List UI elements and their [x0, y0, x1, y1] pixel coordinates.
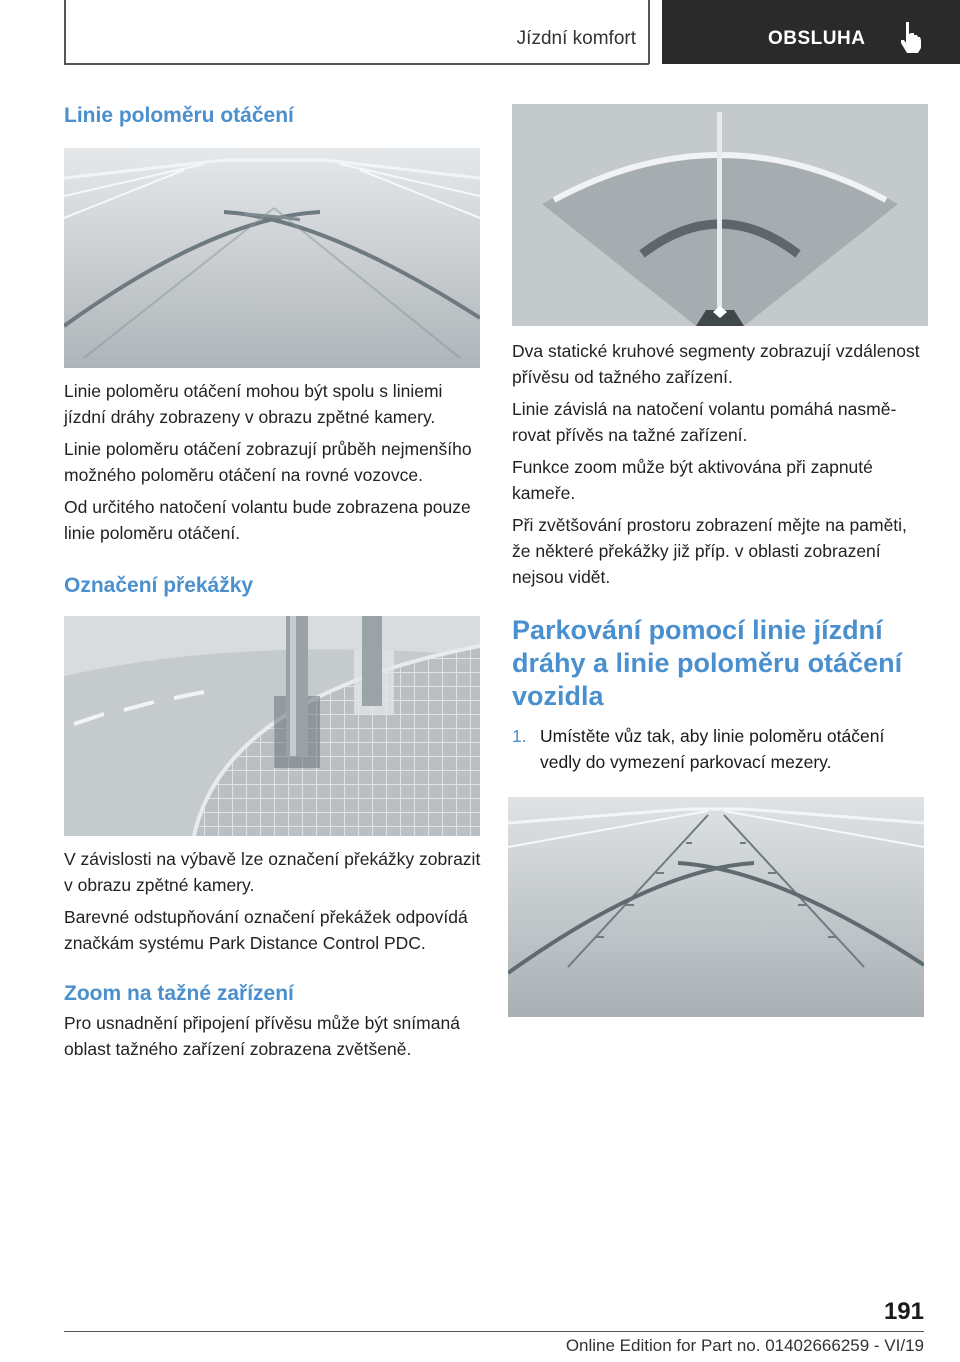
step-item: [512, 723, 928, 775]
paragraph-hitch-2: Linie závislá na natočení volantu pomáhá nasměrovat přívěs na tažné zařízení.: [512, 399, 897, 445]
footer-edition: Online Edition for Part no. 01402666259 - VI/19: [565, 1336, 924, 1355]
paragraph-hitch-1: Dva statické kruhové segmenty zobrazují vzdálenost přívěsu od tažného zařízení.: [512, 341, 920, 387]
figure-parking-lines: [508, 797, 924, 1017]
chapter-tab-label: OBSLUHA: [768, 28, 866, 49]
paragraph-obstacle-1: V závislosti na výbavě lze označení překážky zobrazit v obrazu zpětné kamery.: [64, 849, 481, 895]
heading-hitch-zoom: Zoom na tažné zařízení: [64, 982, 294, 1005]
header-left-rule: [64, 0, 66, 64]
step-number: 1.: [512, 726, 527, 746]
heading-obstacle-marking: Označení překážky: [64, 574, 254, 597]
figure-obstacle-marking: [64, 616, 480, 836]
figure-turning-radius-lines: [64, 148, 480, 368]
header-bottom-rule: [64, 63, 649, 65]
paragraph-obstacle-2: Barevné odstupňování označení překážek odpovídá značkám systému Park Distance Control PDC.: [64, 907, 468, 953]
left-column: [64, 104, 482, 1068]
heading-parking-lines: Parkování pomocí linie jízdní dráhy a linie poloměru otáčení vozidla: [512, 615, 903, 711]
figure-hitch-zoom: [512, 104, 928, 326]
paragraph-radius-1: Linie poloměru otáčení mohou být spolu s liniemi jízdní dráhy zobrazeny v obrazu zpětné kamery.: [64, 381, 443, 427]
right-column: [512, 104, 928, 1017]
header-chapter-tab[interactable]: [662, 0, 960, 64]
header-section-title: Jízdní komfort: [516, 28, 636, 49]
paragraph-radius-2: Linie poloměru otáčení zobrazují průběh nejmenšího možného poloměru otáčení na rovné vozovce.: [64, 439, 472, 485]
heading-turning-radius: Linie poloměru otáčení: [64, 104, 294, 127]
step-text: Umístěte vůz tak, aby linie poloměru otáčení vedly do vymezení parkovací mezery.: [540, 726, 885, 772]
header-separator: [648, 0, 650, 64]
footer-rule: [64, 1331, 924, 1332]
paragraph-hitch-4: Při zvětšování prostoru zobrazení mějte na paměti, že některé překážky již příp. v oblasti zobrazení nejsou vidět.: [512, 515, 907, 587]
page-number: 191: [883, 1298, 924, 1325]
paragraph-hitch-3: Funkce zoom může být aktivována při zapnuté kameře.: [512, 457, 873, 503]
hand-pointer-icon: [898, 20, 924, 54]
paragraph-zoom: Pro usnadnění připojení přívěsu může být snímaná oblast tažného zařízení zobrazena zvětšeně.: [64, 1013, 460, 1059]
paragraph-radius-3: Od určitého natočení volantu bude zobrazena pouze linie poloměru otáčení.: [64, 497, 471, 543]
